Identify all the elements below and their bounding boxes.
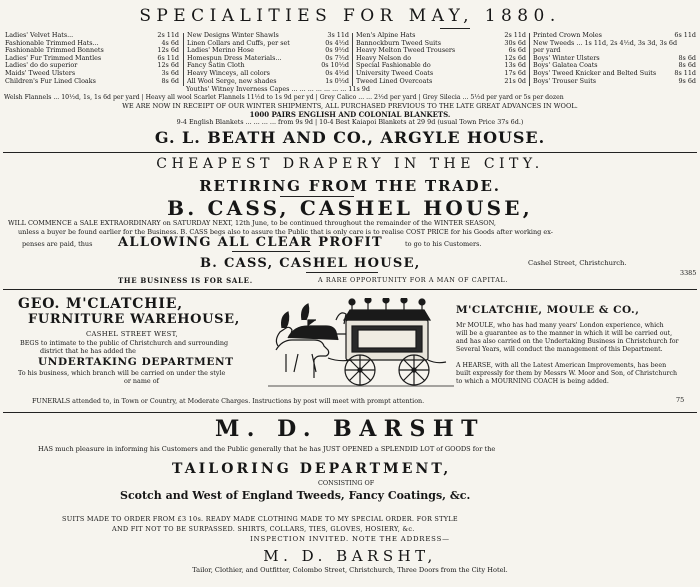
price-value: 8s 11d bbox=[674, 69, 696, 77]
price-row bbox=[533, 78, 696, 86]
price-item: Homespun Dress Materials... bbox=[187, 54, 282, 62]
cass-rare: A RARE OPPORTUNITY FOR A MAN OF CAPITAL. bbox=[318, 276, 509, 284]
specialities-col-1 bbox=[5, 32, 179, 85]
specialities-col-2 bbox=[187, 32, 349, 85]
receipt-line-2: 1000 PAIRS ENGLISH AND COLONIAL BLANKETS. bbox=[249, 110, 451, 119]
price-value: 0s 4½d bbox=[325, 39, 349, 47]
price-row bbox=[187, 55, 349, 63]
price-item: Ladies' Velvet Hats... bbox=[5, 32, 74, 39]
price-value: 3s 6d bbox=[161, 69, 179, 77]
price-value: 2s 11d bbox=[157, 32, 179, 39]
mcl-dept: UNDERTAKING DEPARTMENT bbox=[38, 356, 234, 368]
price-row bbox=[356, 78, 526, 86]
price-value: 0s 7½d bbox=[325, 54, 349, 62]
mcl-biz-2: or name of bbox=[124, 377, 159, 385]
price-value: 4s 6d bbox=[161, 39, 179, 47]
mcl-right-title: M'CLATCHIE, MOULE & CO., bbox=[456, 304, 640, 316]
barsht-consisting: CONSISTING OF bbox=[318, 479, 375, 487]
mcl-hearse-1: A HEARSE, with all the Latest American Improvements, has been bbox=[456, 362, 667, 369]
mcl-right-4: Several Years, will conduct the management of this Department. bbox=[456, 346, 663, 353]
price-item: Fashionable Trimmed Hats... bbox=[5, 39, 99, 47]
cass-name: B. CASS, CASHEL HOUSE, bbox=[167, 196, 533, 220]
price-value: 9s 6d bbox=[678, 77, 696, 85]
barsht-invite: INSPECTION INVITED. NOTE THE ADDRESS— bbox=[250, 535, 450, 543]
price-value: 8s 6d bbox=[678, 54, 696, 62]
mcl-street: CASHEL STREET WEST, bbox=[86, 330, 179, 338]
flannels-line: Welsh Flannels ... 10½d, 1s, 1s 6d per yard | Heavy all wool Scarlet Flannels 11½d to 1s 9d per yd | Grey Calico ... ... 2½d per yard | Grey Silecia ... 5½d per yard or 5s per dozen bbox=[4, 94, 564, 101]
specialities-col-3 bbox=[356, 32, 526, 85]
price-value: 30s 6d bbox=[504, 39, 526, 47]
barsht-title: M. D. BARSHT bbox=[214, 416, 486, 442]
price-value: 12s 6d bbox=[157, 62, 179, 70]
mcl-right-3: and has also carried on the Undertaking Business in Christchurch for bbox=[456, 338, 679, 345]
specialities-col-4 bbox=[533, 32, 696, 85]
price-item: Printed Crown Moles bbox=[533, 32, 602, 39]
price-item: Bannockburn Tweed Suits bbox=[356, 39, 442, 47]
price-item: Heavy Winceys, all colors bbox=[187, 69, 270, 77]
price-item: Ladies' do do superior bbox=[5, 62, 78, 70]
price-item: Ladies' Fur Trimmed Mantles bbox=[5, 54, 102, 62]
price-item: Heavy Melton Tweed Trousers bbox=[356, 47, 456, 55]
mcl-title-1: GEO. M'CLATCHIE, bbox=[18, 296, 183, 312]
price-value: 12s 6d bbox=[157, 47, 179, 55]
cass-name-2: B. CASS, CASHEL HOUSE, bbox=[200, 256, 421, 271]
price-value: 12s 6d bbox=[504, 54, 526, 62]
cass-para-3: penses are paid, thus bbox=[22, 240, 93, 248]
price-value: 6s 6d bbox=[508, 47, 526, 55]
price-row bbox=[356, 55, 526, 63]
price-item: Special Fashionable do bbox=[356, 62, 431, 70]
price-item: Children's Fur Lined Cloaks bbox=[5, 77, 96, 85]
price-value: 17s 6d bbox=[504, 69, 526, 77]
cass-ref-number: 3385 bbox=[680, 269, 697, 277]
price-row bbox=[356, 47, 526, 55]
price-value: 8s 6d bbox=[678, 62, 696, 70]
mcl-biz-1: To his business, which branch will be carried on under the style bbox=[18, 369, 226, 377]
price-value: 6s 11d bbox=[157, 54, 179, 62]
beath-firm-name: G. L. BEATH AND CO., ARGYLE HOUSE. bbox=[154, 128, 546, 147]
price-item: Fancy Satin Cloth bbox=[187, 62, 245, 70]
price-value: 6s 11d bbox=[674, 32, 696, 39]
price-value: 0s 4½d bbox=[325, 69, 349, 77]
cass-retiring: RETIRING FROM THE TRADE. bbox=[199, 177, 501, 195]
price-item: Boys' Galatea Coats bbox=[533, 62, 598, 70]
cass-street: Cashel Street, Christchurch. bbox=[528, 259, 627, 267]
barsht-tailoring: TAILORING DEPARTMENT, bbox=[172, 461, 452, 477]
mcl-begs-1: BEGS to intimate to the public of Christchurch and surrounding bbox=[20, 339, 229, 347]
price-row bbox=[5, 47, 179, 55]
price-row bbox=[533, 32, 696, 40]
barsht-suits-1: SUITS MADE TO ORDER FROM £3 10s. READY MADE CLOTHING MADE TO MY SPECIAL ORDER. FOR STYLE bbox=[62, 515, 458, 523]
price-row bbox=[533, 40, 696, 48]
price-row bbox=[533, 62, 696, 70]
mcl-begs-2: district that he has added the bbox=[40, 347, 136, 355]
barsht-scotch: Scotch and West of England Tweeds, Fancy Coatings, &c. bbox=[120, 489, 471, 502]
cass-for-sale: THE BUSINESS IS FOR SALE. bbox=[118, 276, 253, 285]
price-value: 21s 0d bbox=[504, 77, 526, 85]
price-value: 0s 9½d bbox=[325, 47, 349, 55]
price-row bbox=[533, 55, 696, 63]
barsht-address: Tailor, Clothier, and Outfitter, Colombo Street, Christchurch, Three Doors from the City Hotel. bbox=[192, 566, 508, 574]
price-value: 13s 6d bbox=[504, 62, 526, 70]
mcl-hearse-3: to which a MOURNING COACH is being added. bbox=[456, 378, 609, 385]
price-row bbox=[187, 70, 349, 78]
barsht-name-2: M. D. BARSHT, bbox=[263, 547, 437, 565]
price-row bbox=[5, 32, 179, 40]
price-item: Ladies' Merino Hose bbox=[187, 47, 254, 55]
price-row bbox=[356, 70, 526, 78]
specialities-title: SPECIALITIES FOR MAY, 1880. bbox=[139, 6, 561, 26]
price-row bbox=[533, 47, 696, 55]
price-item: Boys' Tweed Knicker and Belted Suits bbox=[533, 69, 657, 77]
cass-cheapest: CHEAPEST DRAPERY IN THE CITY. bbox=[156, 156, 544, 172]
cass-allowing: ALLOWING ALL CLEAR PROFIT bbox=[118, 235, 383, 250]
price-value: 0s 10½d bbox=[321, 62, 349, 70]
price-item: Fashionable Trimmed Bonnets bbox=[5, 47, 104, 55]
youths-line: Youths' Witney Inverness Capes ... ... ... ... ... ... ... 11s 9d bbox=[186, 85, 370, 93]
hearse-illustration bbox=[268, 298, 454, 390]
price-item: Tweed Lined Overcoats bbox=[356, 77, 433, 85]
price-row bbox=[187, 32, 349, 40]
cass-para-2: unless a buyer be found earlier for the Business. B. CASS begs also to assure the Public that is only care is to realise COST PRICE for his Goods after working ex- bbox=[18, 228, 553, 236]
cass-para-1: WILL COMMENCE a SALE EXTRAORDINARY on SATURDAY NEXT, 12th June, to be continued throughout the remainder of the WINTER SEASON, bbox=[8, 219, 496, 227]
mcl-title-2: FURNITURE WAREHOUSE, bbox=[28, 312, 240, 327]
barsht-para-1: HAS much pleasure in informing his Customers and the Public generally that he has JUST OPENED a SPLENDID LOT of GOODS for the bbox=[38, 445, 496, 453]
price-row bbox=[5, 70, 179, 78]
price-value: 3s 11d bbox=[327, 32, 349, 39]
price-item: Boys' Trouser Suits bbox=[533, 77, 597, 85]
price-row bbox=[356, 62, 526, 70]
cass-para-3b: to go to his Customers. bbox=[405, 240, 482, 248]
barsht-suits-2: AND FIT NOT TO BE SURPASSED. SHIRTS, COLLARS, TIES, GLOVES, HOSIERY, &c. bbox=[112, 525, 415, 533]
mcl-right-2: will be a guarantee as to the manner in which it will be carried out, bbox=[456, 330, 673, 337]
price-value: 8s 6d bbox=[161, 77, 179, 85]
mcl-funerals: FUNERALS attended to, in Town or Country, at Moderate Charges. Instructions by post will meet with prompt attention. bbox=[32, 397, 425, 405]
price-item: Heavy Nelson do bbox=[356, 54, 412, 62]
receipt-line-3: 9-4 English Blankets ... ... ... ... from 9s 9d | 10-4 Best Kaiapoi Blankets at 29 9d (usual Town Price 37s 6d.) bbox=[176, 118, 524, 126]
price-item: All Wool Serge, new shades bbox=[187, 77, 277, 85]
price-row bbox=[5, 78, 179, 86]
price-item: New Designs Winter Shawls bbox=[187, 32, 279, 39]
mcl-right-1: Mr MOULE, who has had many years' London experience, which bbox=[456, 322, 664, 329]
price-item: per yard bbox=[533, 47, 561, 55]
price-item: New Tweeds ... 1s 11d, 2s 4½d, 3s 3d, 3s 6d bbox=[533, 39, 678, 47]
price-item: Linen Collars and Cuffs, per set bbox=[187, 39, 290, 47]
price-value: 1s 0½d bbox=[325, 77, 349, 85]
mcl-hearse-2: built expressly for them by Messrs W. Moor and Son, of Christchurch bbox=[456, 370, 678, 377]
price-item: Boys' Winter Ulsters bbox=[533, 54, 600, 62]
price-row bbox=[187, 40, 349, 48]
price-row bbox=[5, 40, 179, 48]
price-row bbox=[356, 40, 526, 48]
price-row bbox=[187, 62, 349, 70]
price-item: University Tweed Coats bbox=[356, 69, 434, 77]
price-item: Men's Alpine Hats bbox=[356, 32, 416, 39]
price-row bbox=[533, 70, 696, 78]
receipt-line-1: WE ARE NOW IN RECEIPT OF OUR WINTER SHIPMENTS, ALL PURCHASED PREVIOUS TO THE LATE GREAT ADVANCES IN WOOL. bbox=[122, 102, 578, 110]
price-row bbox=[5, 55, 179, 63]
price-row bbox=[187, 47, 349, 55]
price-row bbox=[5, 62, 179, 70]
price-item: Maids' Tweed Ulsters bbox=[5, 69, 76, 77]
price-value: 2s 11d bbox=[504, 32, 526, 39]
mcl-ref-number: 75 bbox=[676, 396, 685, 404]
price-row bbox=[356, 32, 526, 40]
